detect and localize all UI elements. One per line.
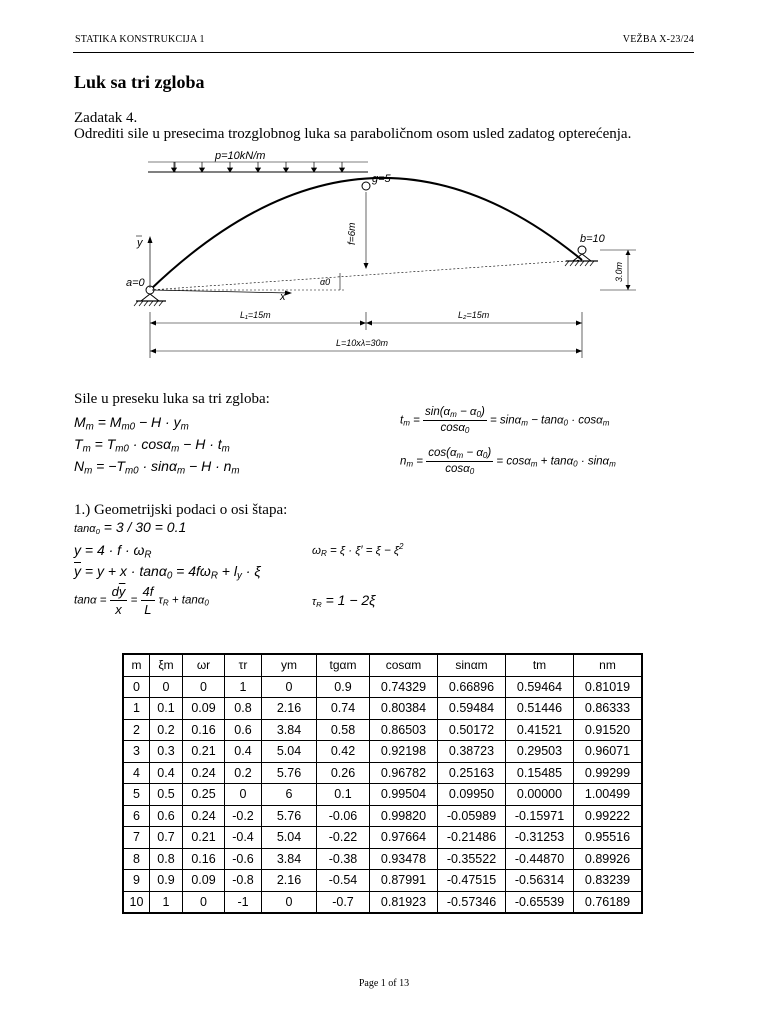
table-cell: -0.8 [225,870,262,892]
table-cell: 0.29503 [506,741,574,763]
table-cell: 5.04 [262,741,317,763]
table-cell: 3.84 [262,848,317,870]
table-header-row [123,654,642,676]
table-cell: 0.59464 [506,676,574,698]
table-row [123,827,642,849]
table-cell: 9 [123,870,150,892]
table-cell: -0.56314 [506,870,574,892]
table-row [123,698,642,720]
col-tau: τr [225,654,262,676]
col-xi: ξm [150,654,183,676]
table-cell: 0.5 [150,784,183,806]
support-b-label: b=10 [580,233,605,245]
table-cell: 0.6 [150,805,183,827]
table-cell: -0.54 [317,870,370,892]
x-axis-label: x [280,291,286,303]
table-cell: 0.15485 [506,762,574,784]
table-cell: 5.76 [262,805,317,827]
col-t: tm [506,654,574,676]
L2-label: L₂=15m [458,310,490,320]
load-label: p=10kN/m [215,150,266,162]
table-cell: 0.1 [150,698,183,720]
table-cell: 0.50172 [438,719,506,741]
table-cell: 0.99504 [370,784,438,806]
table-cell: 0.09 [183,698,225,720]
table-cell: 0.9 [317,676,370,698]
table-cell: 0.66896 [438,676,506,698]
table-cell: 2.16 [262,870,317,892]
table-cell: 0.74 [317,698,370,720]
header-right: VEŽBA X-23/24 [622,34,694,45]
table-cell: 0.58 [317,719,370,741]
load-arrows [172,162,345,172]
table-cell: -0.6 [225,848,262,870]
table-cell: 0.25163 [438,762,506,784]
page-title: Luk sa tri zgloba [74,72,205,92]
table-cell: 0.95516 [574,827,643,849]
formula-omega: $\omega_R = \xi \cdot \xi' = \xi - \xi^2$ [312,542,404,558]
table-cell: 5 [123,784,150,806]
table-cell: 0.87991 [370,870,438,892]
table-cell: -0.15971 [506,805,574,827]
col-omega: ωr [183,654,225,676]
table-cell: -0.7 [317,891,370,913]
support-a-label: a=0 [126,277,145,289]
table-cell: -0.65539 [506,891,574,913]
header-left: STATIKA KONSTRUKCIJA 1 [75,34,205,45]
table-cell: 0 [123,676,150,698]
table-cell: 0.92198 [370,741,438,763]
table-cell: 6 [262,784,317,806]
task-text: Odrediti sile u presecima trozglobnog luka sa paraboličnom osom usled zadatog opterećenja. [74,126,632,142]
table-cell: 0.6 [225,719,262,741]
table-cell: 0.16 [183,848,225,870]
table-cell: 0.83239 [574,870,643,892]
table-cell: 2 [123,719,150,741]
formula-ybar: $\overline{y} = y + x \cdot \tan\alpha_0 = 4f\omega_R + l_y \cdot \xi$ [74,563,261,582]
L1-label: L₁=15m [240,310,271,320]
table-row [123,741,642,763]
table-cell: 4 [123,762,150,784]
table-row [123,676,642,698]
table-cell: 2.16 [262,698,317,720]
table-cell: 10 [123,891,150,913]
table-cell: -0.05989 [438,805,506,827]
table-cell: 0.76189 [574,891,643,913]
table-row [123,870,642,892]
col-tg: tgαm [317,654,370,676]
table-cell: 0.41521 [506,719,574,741]
table-cell: -0.21486 [438,827,506,849]
table-cell: 0.09 [183,870,225,892]
table-cell: 0 [262,891,317,913]
table-cell: 0.99299 [574,762,643,784]
table-cell: 0.96071 [574,741,643,763]
hinge-g-label: g=5 [372,173,391,185]
table-cell: 5.76 [262,762,317,784]
table-cell: -0.57346 [438,891,506,913]
support-b [578,246,586,254]
page-footer: Page 1 of 13 [358,978,410,989]
hinge-g [362,182,370,190]
table-cell: 0.21 [183,827,225,849]
table-cell: 8 [123,848,150,870]
table-cell: -0.38 [317,848,370,870]
table-cell: 0.80384 [370,698,438,720]
table-cell: 0.8 [150,848,183,870]
formula-tan-alpha: tanα = $\frac{d\overline{y}}{x}$ = $\frac{4f}{L}$ $\tau_R + \tan\alpha_0$ [74,584,209,617]
table-cell: 0.21 [183,741,225,763]
table-cell: 0.1 [317,784,370,806]
table-cell: 0.4 [225,741,262,763]
geometry-table [122,653,643,914]
formula-tau: $\tau_R = 1 - 2\xi$ [312,592,376,609]
geometry-title: 1.) Geometrijski podaci o osi štapa: [74,502,288,518]
table-cell: 3.84 [262,719,317,741]
table-cell: 0.00000 [506,784,574,806]
table-cell: 0.2 [150,719,183,741]
table-cell: 0 [183,676,225,698]
table-cell: 0.99820 [370,805,438,827]
table-cell: 0.9 [150,870,183,892]
section-forces-title: Sile u preseku luka sa tri zgloba: [74,391,270,407]
table-row [123,848,642,870]
formula-normal: $N_m = -T_{m0} \cdot \sin\alpha_m - H \cdot n_m$ [74,458,240,477]
col-sin: sinαm [438,654,506,676]
table-cell: 0.16 [183,719,225,741]
table-cell: -0.44870 [506,848,574,870]
task-label: Zadatak 4. [74,110,138,126]
table-cell: 0 [150,676,183,698]
formula-shear: $T_m = T_{m0} \cdot \cos\alpha_m - H \cdot t_m$ [74,436,230,455]
formula-t: $t_m$ = $\frac{\sin(\alpha_m - \alpha_0)}{\cos\alpha_0}$ = sinα$_m$ − tanα$_0$ · cosα$_m$ [400,406,610,435]
table-cell: 0.81019 [574,676,643,698]
table-cell: 0.89926 [574,848,643,870]
table-cell: 0.24 [183,762,225,784]
table-cell: 0 [225,784,262,806]
L-label: L=10xλ=30m [336,338,388,348]
table-cell: 1 [225,676,262,698]
col-m: m [123,654,150,676]
table-row [123,891,642,913]
table-cell: -0.4 [225,827,262,849]
formula-y: $y = 4 \cdot f \cdot \omega_R$ [74,542,152,561]
table-cell: 0.81923 [370,891,438,913]
table-cell: 0.3 [150,741,183,763]
table-row [123,762,642,784]
table-cell: 0.51446 [506,698,574,720]
formula-n: $n_m$ = $\frac{\cos(\alpha_m - \alpha_0)}{\cos\alpha_0}$ = cosα$_m$ + tanα$_0$ · sinα$_m$ [400,447,616,476]
table-cell: -0.22 [317,827,370,849]
table-cell: 0.42 [317,741,370,763]
col-cos: cosαm [370,654,438,676]
col-y: ym [262,654,317,676]
table-cell: 0.86503 [370,719,438,741]
offset-label: 3.0m [614,261,624,282]
rise-label: f=6m [347,222,358,245]
table-cell: 0.7 [150,827,183,849]
table-cell: 0.25 [183,784,225,806]
y-axis-label: y [137,237,143,249]
table-cell: 0.26 [317,762,370,784]
table-cell: 0.91520 [574,719,643,741]
table-cell: 0.4 [150,762,183,784]
table-cell: 6 [123,805,150,827]
arch-figure [0,0,768,380]
table-row [123,805,642,827]
table-cell: 0.38723 [438,741,506,763]
table-cell: 0.74329 [370,676,438,698]
table-cell: 1 [150,891,183,913]
table-cell: 1.00499 [574,784,643,806]
table-cell: 7 [123,827,150,849]
table-cell: 0.59484 [438,698,506,720]
formula-moment: $M_m = M_{m0} - H \cdot y_m$ [74,414,189,433]
formula-tan-alpha0: tanα$_0$ = 3 / 30 = 0.1 [74,519,187,536]
table-cell: 0.97664 [370,827,438,849]
table-cell: -0.47515 [438,870,506,892]
table-cell: 0.24 [183,805,225,827]
alpha-label: α0 [320,277,331,287]
table-cell: -0.2 [225,805,262,827]
table-cell: 0.86333 [574,698,643,720]
table-cell: 0.8 [225,698,262,720]
table-cell: 0 [262,676,317,698]
table-cell: 0 [183,891,225,913]
table-cell: -0.06 [317,805,370,827]
table-cell: 0.93478 [370,848,438,870]
table-cell: -1 [225,891,262,913]
table-cell: 5.04 [262,827,317,849]
table-cell: 0.2 [225,762,262,784]
table-row [123,719,642,741]
table-cell: 0.99222 [574,805,643,827]
table-cell: 1 [123,698,150,720]
table-cell: 3 [123,741,150,763]
col-n: nm [574,654,643,676]
table-cell: 0.09950 [438,784,506,806]
table-cell: -0.31253 [506,827,574,849]
table-cell: 0.96782 [370,762,438,784]
table-row [123,784,642,806]
table-cell: -0.35522 [438,848,506,870]
